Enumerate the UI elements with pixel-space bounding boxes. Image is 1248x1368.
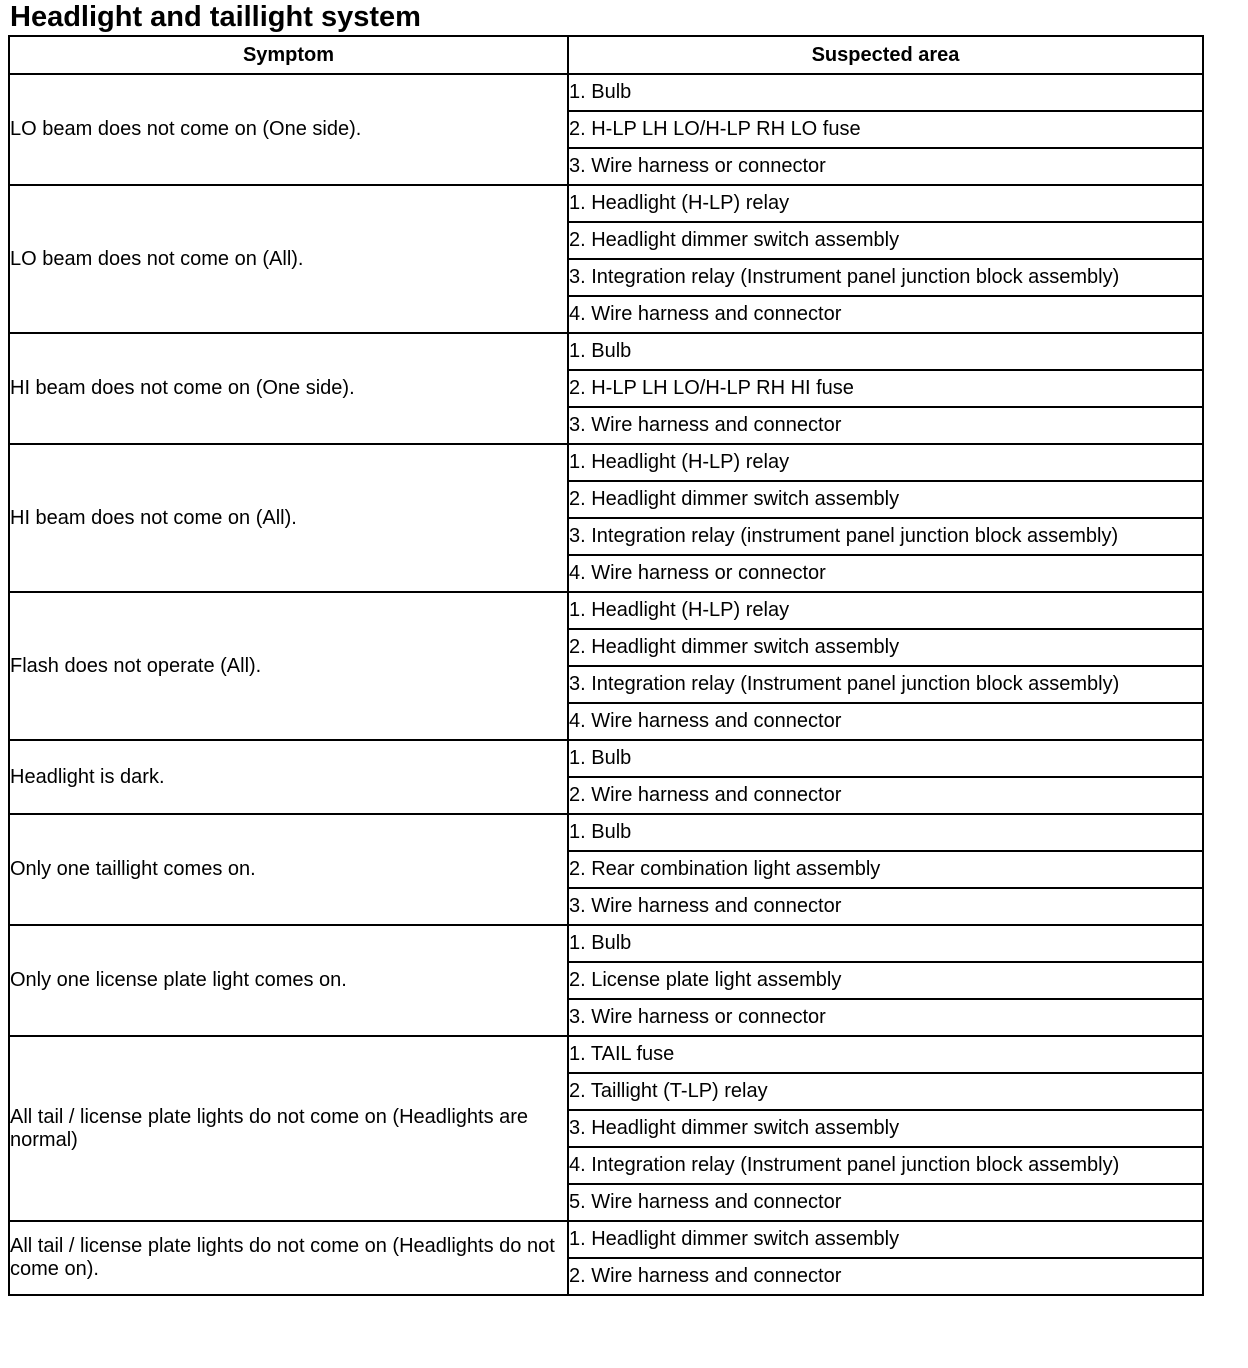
- table-row: [9, 74, 1203, 111]
- header-symptom: Symptom: [9, 36, 568, 74]
- suspected-area-cell: 3. Wire harness or connector: [568, 999, 1203, 1036]
- suspected-area-cell: 1. Headlight (H-LP) relay: [568, 185, 1203, 222]
- suspected-area-cell: 1. Headlight (H-LP) relay: [568, 444, 1203, 481]
- suspected-area-cell: 2. Rear combination light assembly: [568, 851, 1203, 888]
- suspected-area-cell: 4. Wire harness and connector: [568, 703, 1203, 740]
- table-body: [9, 74, 1203, 1295]
- suspected-area-cell: 2. H-LP LH LO/H-LP RH LO fuse: [568, 111, 1203, 148]
- suspected-area-cell: 3. Integration relay (instrument panel junction block assembly): [568, 518, 1203, 555]
- troubleshooting-table: [8, 35, 1204, 1296]
- suspected-area-cell: 2. H-LP LH LO/H-LP RH HI fuse: [568, 370, 1203, 407]
- suspected-area-cell: 3. Wire harness and connector: [568, 888, 1203, 925]
- suspected-area-cell: 3. Headlight dimmer switch assembly: [568, 1110, 1203, 1147]
- suspected-area-cell: 2. Headlight dimmer switch assembly: [568, 629, 1203, 666]
- suspected-area-cell: 2. Headlight dimmer switch assembly: [568, 481, 1203, 518]
- table-row: [9, 333, 1203, 370]
- suspected-area-cell: 1. Headlight (H-LP) relay: [568, 592, 1203, 629]
- symptom-cell: HI beam does not come on (All).: [9, 444, 568, 592]
- table-row: [9, 185, 1203, 222]
- symptom-cell: LO beam does not come on (All).: [9, 185, 568, 333]
- table-row: [9, 925, 1203, 962]
- suspected-area-cell: 1. Bulb: [568, 333, 1203, 370]
- suspected-area-cell: 1. Headlight dimmer switch assembly: [568, 1221, 1203, 1258]
- table-row: [9, 1221, 1203, 1258]
- suspected-area-cell: 5. Wire harness and connector: [568, 1184, 1203, 1221]
- header-suspected-area: Suspected area: [568, 36, 1203, 74]
- table-row: [9, 592, 1203, 629]
- table-row: [9, 740, 1203, 777]
- suspected-area-cell: 3. Wire harness and connector: [568, 407, 1203, 444]
- symptom-cell: HI beam does not come on (One side).: [9, 333, 568, 444]
- table-header-row: [9, 36, 1203, 74]
- page-title: Headlight and taillight system: [10, 1, 421, 33]
- suspected-area-cell: 2. License plate light assembly: [568, 962, 1203, 999]
- suspected-area-cell: 1. Bulb: [568, 740, 1203, 777]
- symptom-cell: Flash does not operate (All).: [9, 592, 568, 740]
- symptom-cell: LO beam does not come on (One side).: [9, 74, 568, 185]
- suspected-area-cell: 4. Wire harness or connector: [568, 555, 1203, 592]
- suspected-area-cell: 1. TAIL fuse: [568, 1036, 1203, 1073]
- suspected-area-cell: 3. Wire harness or connector: [568, 148, 1203, 185]
- symptom-cell: Only one license plate light comes on.: [9, 925, 568, 1036]
- table-row: [9, 444, 1203, 481]
- suspected-area-cell: 4. Integration relay (Instrument panel junction block assembly): [568, 1147, 1203, 1184]
- suspected-area-cell: 2. Taillight (T-LP) relay: [568, 1073, 1203, 1110]
- symptom-cell: Headlight is dark.: [9, 740, 568, 814]
- table-row: [9, 814, 1203, 851]
- symptom-cell: All tail / license plate lights do not come on (Headlights are normal): [9, 1036, 568, 1221]
- suspected-area-cell: 3. Integration relay (Instrument panel junction block assembly): [568, 666, 1203, 703]
- suspected-area-cell: 3. Integration relay (Instrument panel junction block assembly): [568, 259, 1203, 296]
- suspected-area-cell: 2. Headlight dimmer switch assembly: [568, 222, 1203, 259]
- symptom-cell: Only one taillight comes on.: [9, 814, 568, 925]
- suspected-area-cell: 1. Bulb: [568, 74, 1203, 111]
- suspected-area-cell: 2. Wire harness and connector: [568, 1258, 1203, 1295]
- symptom-cell: All tail / license plate lights do not come on (Headlights do not come on).: [9, 1221, 568, 1295]
- suspected-area-cell: 2. Wire harness and connector: [568, 777, 1203, 814]
- suspected-area-cell: 1. Bulb: [568, 925, 1203, 962]
- table-row: [9, 1036, 1203, 1073]
- suspected-area-cell: 1. Bulb: [568, 814, 1203, 851]
- suspected-area-cell: 4. Wire harness and connector: [568, 296, 1203, 333]
